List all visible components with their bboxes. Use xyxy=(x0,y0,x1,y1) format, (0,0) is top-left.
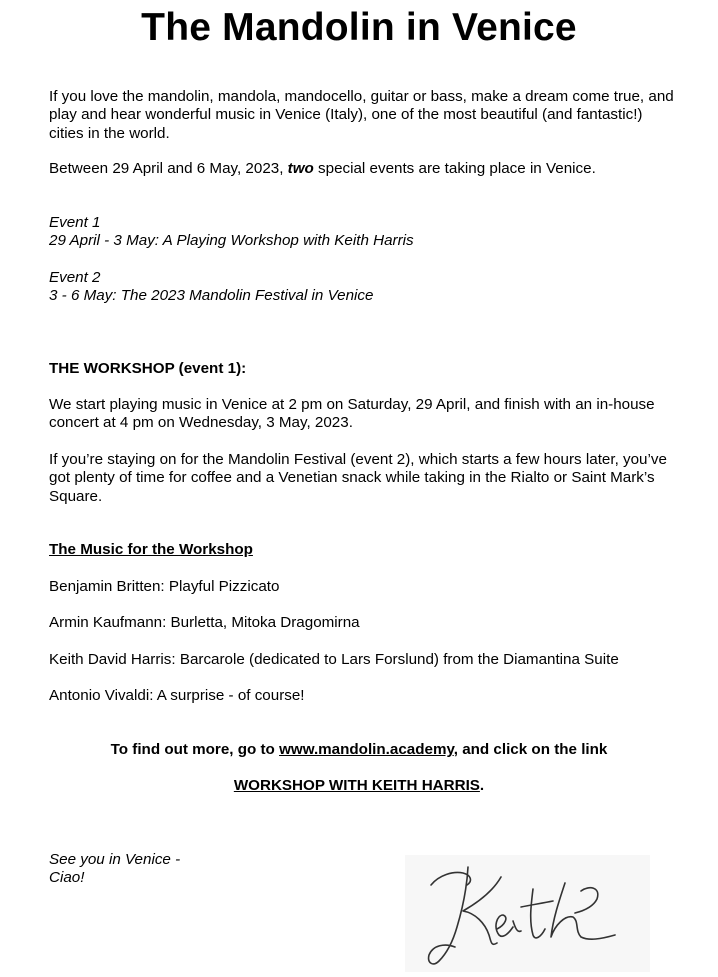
music-heading: The Music for the Workshop xyxy=(49,541,253,558)
music-item: Benjamin Britten: Playful Pizzicato xyxy=(49,578,280,595)
mandolin-academy-link[interactable]: www.mandolin.academy xyxy=(279,741,454,758)
cta-link-line xyxy=(0,777,718,795)
intro-paragraph: If you love the mandolin, mandola, mandocello, guitar or bass, make a dream come true, and play and hear wonderful music in Venice (Italy), one of the most beautiful (and fantastic!) cities in the world. xyxy=(49,88,674,142)
event-1-label: Event 1 xyxy=(49,214,101,231)
workshop-paragraph-1: We start playing music in Venice at 2 pm on Saturday, 29 April, and finish with an in-house concert at 4 pm on Wednesday, 3 May, 2023. xyxy=(49,396,655,432)
workshop-link[interactable]: WORKSHOP WITH KEITH HARRIS xyxy=(233,777,480,794)
music-item: Antonio Vivaldi: A surprise - of course! xyxy=(49,687,305,704)
events-sentence-before: Between 29 April and 6 May, 2023, xyxy=(49,160,288,177)
event-1 xyxy=(49,214,674,251)
event-2-detail: 3 - 6 May: The 2023 Mandolin Festival in Venice xyxy=(49,287,374,305)
signoff-line-1: See you in Venice - xyxy=(49,851,181,868)
events-sentence-after: special events are taking place in Venice. xyxy=(313,160,596,177)
signoff xyxy=(49,851,249,888)
music-item: Armin Kaufmann: Burletta, Mitoka Dragomirna xyxy=(49,614,360,631)
event-2 xyxy=(49,269,674,306)
events-sentence-emphasis: two xyxy=(287,160,314,177)
music-item: Keith David Harris: Barcarole (dedicated to Lars Forslund) from the Diamantina Suite xyxy=(49,651,619,668)
cta-after: , and click on the link xyxy=(453,741,608,758)
workshop-heading: THE WORKSHOP (event 1): xyxy=(49,360,247,377)
handwritten-signature xyxy=(405,855,650,972)
signoff-line-2: Ciao! xyxy=(49,869,85,887)
cta-line xyxy=(0,741,718,759)
workshop-paragraph-2: If you’re staying on for the Mandolin Festival (event 2), which starts a few hours later, you’ve got plenty of time for coffee and a Venetian snack while taking in the Rialto or Saint Mark’s Square. xyxy=(49,451,667,505)
cta-before: To find out more, go to xyxy=(110,741,280,758)
signature-background xyxy=(405,855,650,972)
event-2-label: Event 2 xyxy=(49,269,101,286)
page-title: The Mandolin in Venice xyxy=(141,6,577,49)
event-1-detail: 29 April - 3 May: A Playing Workshop with Keith Harris xyxy=(49,232,414,250)
cta-link-after: . xyxy=(479,777,485,794)
events-sentence xyxy=(49,160,674,178)
